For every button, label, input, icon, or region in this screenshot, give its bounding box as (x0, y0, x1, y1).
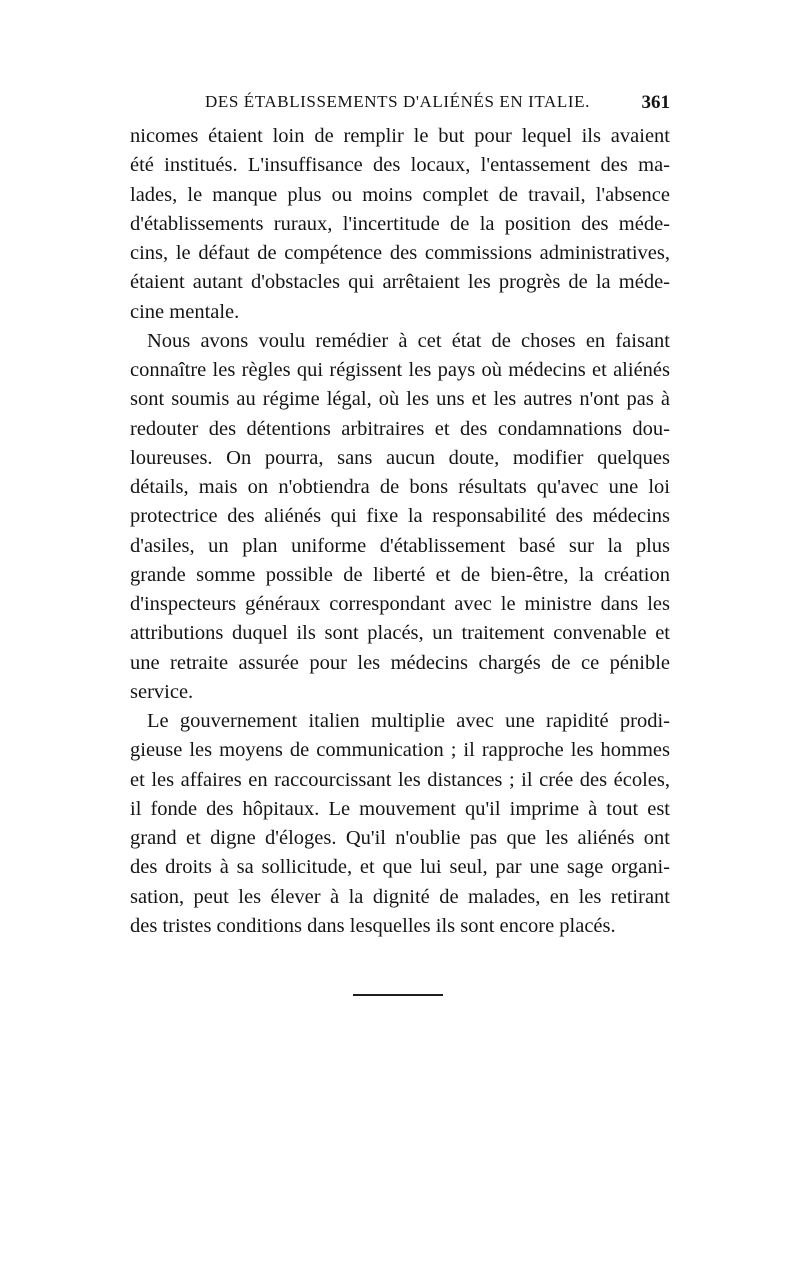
text-line: gieuse les moyens de communication ; il rapproche les hommes (130, 739, 670, 762)
paragraph-1 (130, 122, 670, 327)
text-line: nicomes étaient loin de remplir le but pour lequel ils avaient (130, 125, 670, 147)
paragraph-2 (130, 327, 670, 707)
text-line: détails, mais on n'obtiendra de bons résultats qu'avec une loi (130, 476, 670, 498)
running-head (205, 92, 670, 116)
text-line: d'inspecteurs généraux correspondant avec le ministre dans les (130, 593, 670, 615)
text-line: lades, le manque plus ou moins complet de travail, l'absence (130, 183, 670, 206)
text-line: loureuses. On pourra, sans aucun doute, modifier quelques (130, 446, 670, 469)
text-line: connaître les règles qui régissent les pays où médecins et aliénés (130, 359, 670, 381)
text-line: cins, le défaut de compétence des commissions administratives, (130, 242, 670, 264)
text-line: d'asiles, un plan uniforme d'établissement basé sur la plus (130, 534, 670, 557)
text-line: attributions duquel ils sont placés, un traitement convenable et (130, 622, 670, 645)
text-line: des tristes conditions dans lesquelles ils sont encore placés. (130, 914, 616, 937)
text-line: une retraite assurée pour les médecins chargés de ce pénible (130, 651, 670, 674)
page-number: 361 (641, 92, 670, 113)
running-title: DES ÉTABLISSEMENTS D'ALIÉNÉS EN ITALIE. (205, 92, 590, 111)
text-line: service. (130, 680, 194, 703)
text-line: grand et digne d'éloges. Qu'il n'oublie pas que les aliénés ont (130, 827, 670, 849)
text-line: protectrice des aliénés qui fixe la responsabilité des médecins (130, 505, 670, 528)
text-line: étaient autant d'obstacles qui arrêtaient les progrès de la méde- (130, 271, 670, 294)
text-line: et les affaires en raccourcissant les distances ; il crée des écoles, (130, 768, 670, 791)
text-line: redouter des détentions arbitraires et des condamnations dou- (130, 417, 670, 440)
paragraph-3 (130, 707, 670, 941)
text-line: Le gouvernement italien multiplie avec une rapidité prodi- (147, 710, 670, 732)
text-line: été institués. L'insuffisance des locaux, l'entassement des ma- (130, 154, 670, 177)
text-line: d'établissements ruraux, l'incertitude de la position des méde- (130, 212, 670, 235)
end-rule (353, 994, 443, 996)
body-text (130, 122, 670, 941)
text-line: cine mentale. (130, 300, 240, 323)
text-line: grande somme possible de liberté et de bien-être, la création (130, 563, 670, 586)
text-line: des droits à sa sollicitude, et que lui seul, par une sage organi- (130, 856, 670, 879)
text-line: Nous avons voulu remédier à cet état de choses en faisant (147, 329, 670, 352)
text-line: sation, peut les élever à la dignité de malades, en les retirant (130, 885, 670, 908)
text-line: sont soumis au régime légal, où les uns et les autres n'ont pas à (130, 388, 670, 411)
text-line: il fonde des hôpitaux. Le mouvement qu'il imprime à tout est (130, 797, 670, 820)
